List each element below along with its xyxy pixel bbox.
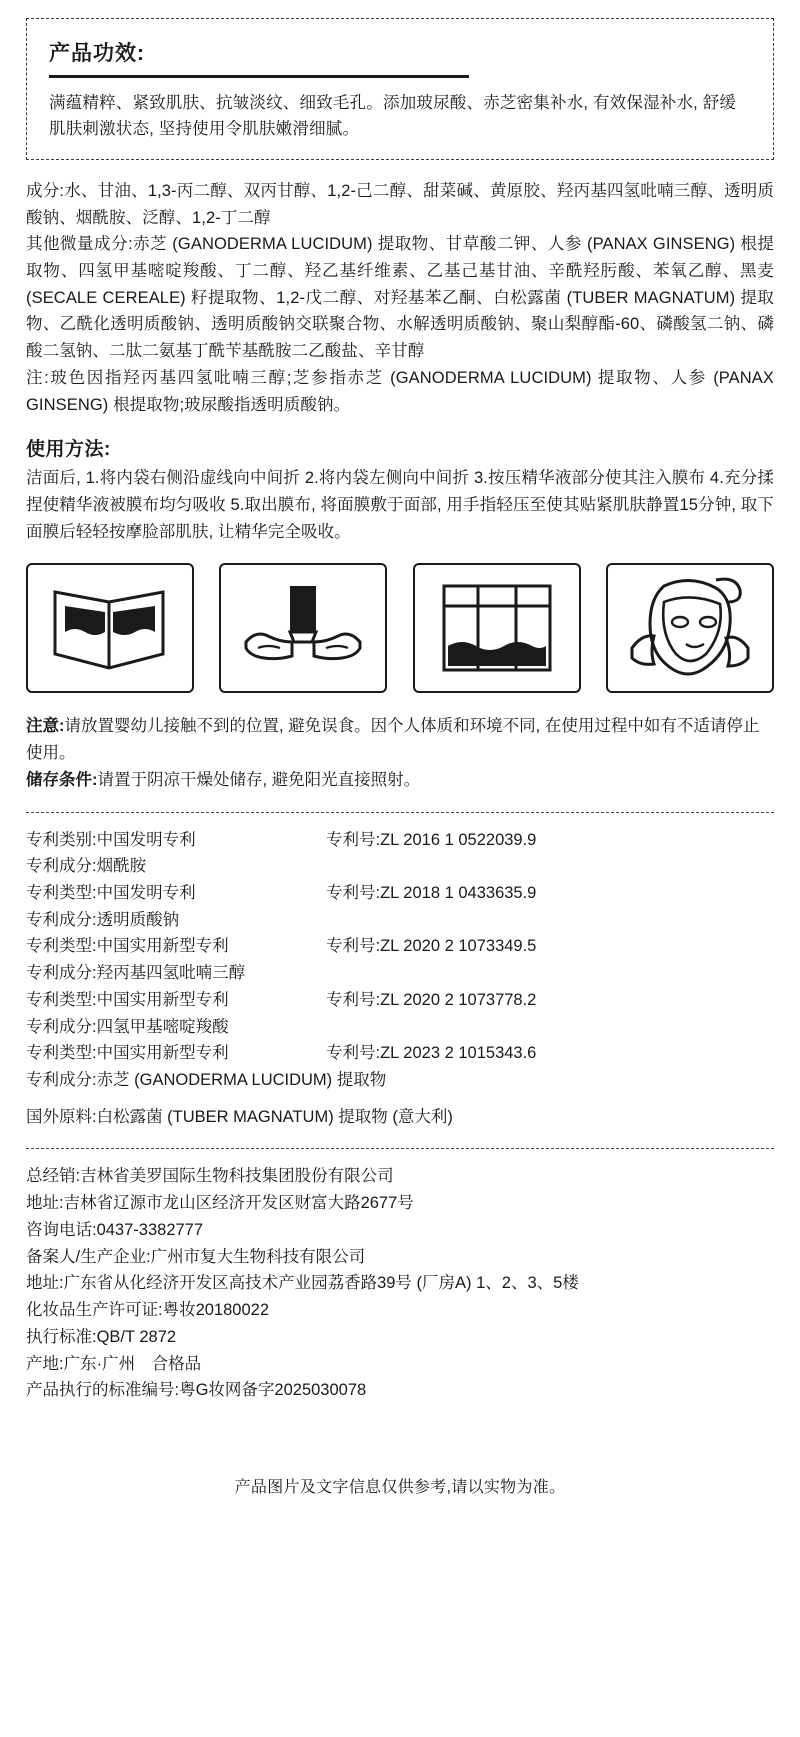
- patent-ingredient: 专利成分:赤芝 (GANODERMA LUCIDUM) 提取物: [26, 1071, 387, 1090]
- efficacy-title: 产品功效:: [49, 42, 145, 65]
- usage-title: 使用方法:: [26, 439, 111, 461]
- patent-row: [26, 1040, 774, 1067]
- storage-label: 储存条件:: [26, 770, 98, 789]
- fold-right-side-icon: [45, 580, 175, 676]
- notice-section: [26, 713, 774, 793]
- notice-text: 请放置婴幼儿接触不到的位置, 避免误食。因个人体质和环境不同, 在使用过程中如有不适请停止使用。: [26, 717, 760, 763]
- ingredients-trace: 其他微量成分:赤芝 (GANODERMA LUCIDUM) 提取物、甘草酸二钾、人参 (PANAX GINSENG) 根提取物、四氢甲基嘧啶羧酸、丁二醇、羟乙基纤维素、乙基己基甘油、辛酰羟肟酸、苯氧乙醇、黑麦 (SECALE CEREALE) 籽提取物、1,2-戊二醇、对羟基苯乙酮、白松露菌 (TUBER MAGNATUM) 提取物、乙酰化透明质酸钠、透明质酸钠交联聚合物、水解透明质酸钠、聚山梨醇酯-60、磷酸氢二钠、磷酸二氢钠、二肽二氨基丁酰苄基酰胺二乙酸盐、辛甘醇: [26, 235, 774, 361]
- info-line: 地址:广东省从化经济开发区高技术产业园荔香路39号 (厂房A) 1、2、3、5楼: [26, 1274, 579, 1293]
- patent-ingredient: 专利成分:四氢甲基嘧啶羧酸: [26, 1017, 229, 1036]
- foreign-material: 国外原料:白松露菌 (TUBER MAGNATUM) 提取物 (意大利): [26, 1107, 453, 1126]
- patent-ingredient: 专利成分:烟酰胺: [26, 857, 147, 876]
- step-card-3: [413, 563, 581, 693]
- ingredients-note: 注:玻色因指羟丙基四氢吡喃三醇;芝参指赤芝 (GANODERMA LUCIDUM) 提取物、人参 (PANAX GINSENG) 根提取物;玻尿酸指透明质酸钠。: [26, 368, 774, 414]
- step-card-4: [606, 563, 774, 693]
- footer-disclaimer: 产品图片及文字信息仅供参考,请以实物为准。: [234, 1478, 566, 1496]
- info-line: 地址:吉林省辽源市龙山区经济开发区财富大路2677号: [26, 1194, 414, 1213]
- usage-steps: [26, 563, 774, 693]
- patent-type: 专利类型:中国实用新型专利: [26, 990, 229, 1009]
- apply-mask-icon: [620, 576, 760, 680]
- notice-label: 注意:: [26, 717, 65, 736]
- divider-company: [26, 1148, 774, 1149]
- patent-number: 专利号:ZL 2016 1 0522039.9: [326, 830, 537, 849]
- info-line: 执行标准:QB/T 2872: [26, 1327, 177, 1346]
- info-line: 产地:广东·广州 合格品: [26, 1354, 202, 1373]
- patent-number: 专利号:ZL 2018 1 0433635.9: [326, 884, 537, 902]
- patent-ingredient: 专利成分:透明质酸钠: [26, 910, 180, 929]
- patent-row: [26, 933, 774, 960]
- patent-number: 专利号:ZL 2020 2 1073778.2: [326, 990, 537, 1009]
- info-line: 咨询电话:0437-3382777: [26, 1220, 204, 1239]
- patent-ingredient: 专利成分:羟丙基四氢吡喃三醇: [26, 964, 246, 983]
- storage-text: 请置于阴凉干燥处储存, 避免阳光直接照射。: [97, 770, 421, 789]
- info-line: 化妆品生产许可证:粤妆20180022: [26, 1301, 269, 1320]
- patent-type: 专利类别:中国发明专利: [26, 830, 196, 849]
- divider-patents: [26, 812, 774, 813]
- patent-type: 专利类型:中国发明专利: [26, 884, 196, 902]
- patent-row: [26, 827, 774, 854]
- patent-number: 专利号:ZL 2020 2 1073349.5: [326, 937, 537, 956]
- company-section: [26, 1163, 774, 1403]
- patent-row: [26, 987, 774, 1014]
- info-line: 备案人/生产企业:广州市复大生物科技有限公司: [26, 1247, 366, 1266]
- efficacy-section: [26, 18, 774, 160]
- info-line: 产品执行的标准编号:粤G妆网备字2025030078: [26, 1381, 367, 1400]
- storage-line: [26, 767, 774, 794]
- notice-line: [26, 713, 774, 766]
- fold-left-side-icon: [238, 580, 368, 676]
- ingredients-section: [26, 178, 774, 418]
- efficacy-text: 满蕴精粹、紧致肌肤、抗皱淡纹、细致毛孔。添加玻尿酸、赤芝密集补水, 有效保湿补水, 舒缓肌肤刺激状态, 坚持使用令肌肤嫩滑细腻。: [49, 94, 737, 139]
- patent-type: 专利类型:中国实用新型专利: [26, 1044, 229, 1063]
- step-card-2: [219, 563, 387, 693]
- patent-number: 专利号:ZL 2023 2 1015343.6: [326, 1044, 537, 1063]
- step-card-1: [26, 563, 194, 693]
- press-essence-icon: [438, 580, 556, 676]
- spacer: [26, 1094, 774, 1104]
- patents-section: [26, 827, 774, 1131]
- efficacy-underline: [49, 75, 469, 78]
- info-line: 总经销:吉林省美罗国际生物科技集团股份有限公司: [26, 1167, 394, 1186]
- usage-section: [26, 434, 774, 545]
- usage-text: 洁面后, 1.将内袋右侧沿虚线向中间折 2.将内袋左侧向中间折 3.按压精华液部分使其注入膜布 4.充分揉捏使精华液被膜布均匀吸收 5.取出膜布, 将面膜敷于面部, 用手指轻压至使其贴紧肌肤静置15分钟, 取下面膜后轻轻按摩脸部肌肤, 让精华完全吸收。: [26, 469, 774, 541]
- ingredients-main: 成分:水、甘油、1,3-丙二醇、双丙甘醇、1,2-己二醇、甜菜碱、黄原胶、羟丙基四氢吡喃三醇、透明质酸钠、烟酰胺、泛醇、1,2-丁二醇: [26, 181, 774, 227]
- patent-type: 专利类型:中国实用新型专利: [26, 937, 229, 956]
- patent-row: [26, 880, 774, 907]
